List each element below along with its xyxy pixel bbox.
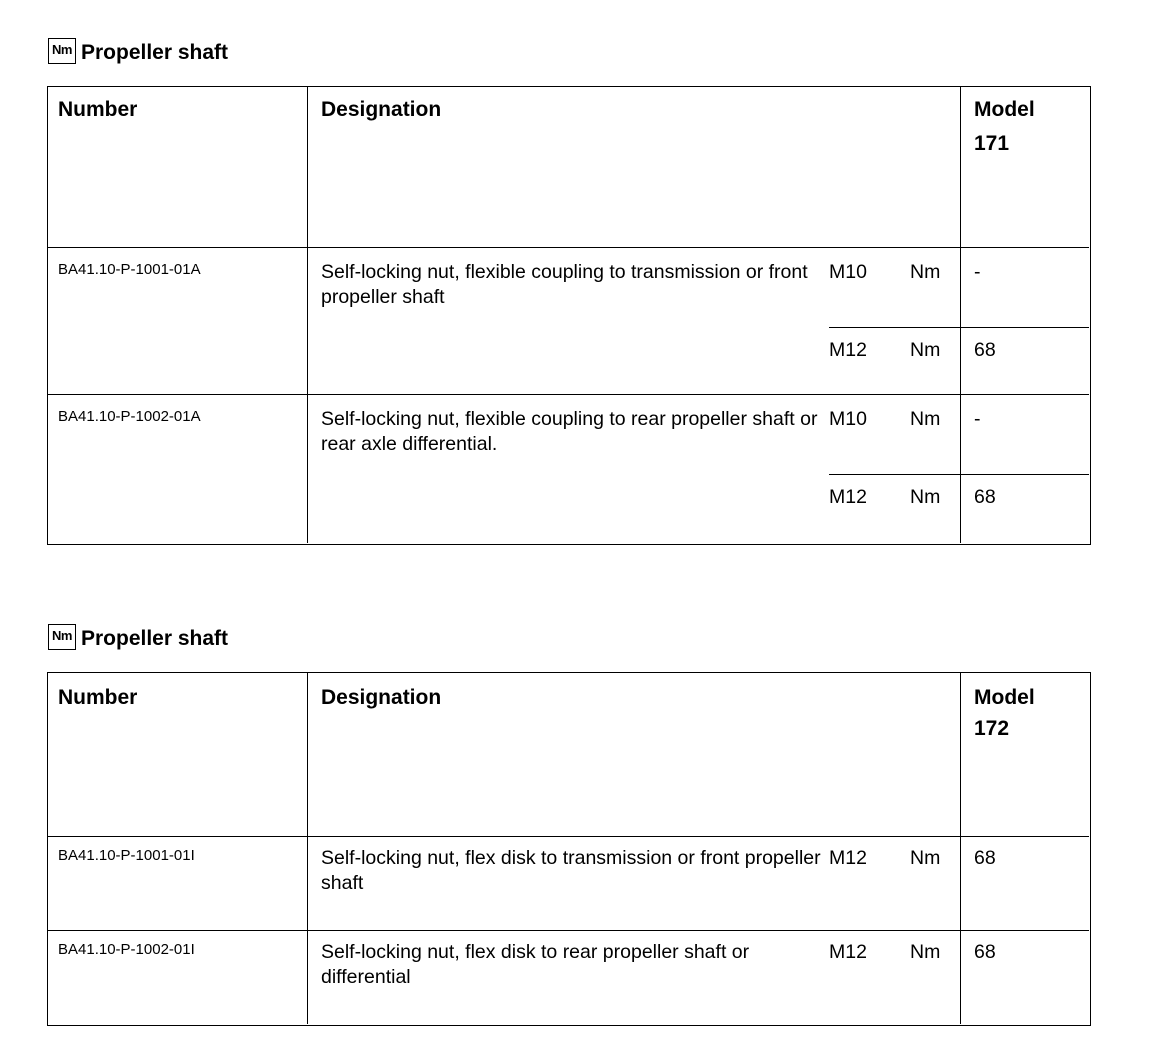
column-divider xyxy=(307,87,308,543)
header-model-value: 171 xyxy=(974,132,1010,155)
row-divider xyxy=(48,394,1089,395)
header-model-label: Model xyxy=(974,98,1035,121)
header-designation: Designation xyxy=(321,686,442,709)
torque-unit: Nm xyxy=(910,408,941,430)
torque-value: 68 xyxy=(974,339,996,361)
row-divider xyxy=(48,930,1089,931)
thread-size: M12 xyxy=(829,339,867,361)
column-divider xyxy=(960,673,961,1024)
row-divider xyxy=(48,836,1089,837)
torque-unit: Nm xyxy=(910,339,941,361)
header-designation: Designation xyxy=(321,98,442,121)
torque-unit: Nm xyxy=(910,847,941,869)
torque-table xyxy=(47,86,1091,545)
row-divider xyxy=(829,474,1089,475)
torque-value: 68 xyxy=(974,941,996,963)
torque-value: - xyxy=(974,408,981,430)
torque-value: 68 xyxy=(974,847,996,869)
part-number: BA41.10-P-1002-01A xyxy=(58,408,201,425)
thread-size: M12 xyxy=(829,847,867,869)
header-model-label: Model xyxy=(974,686,1035,709)
thread-size: M12 xyxy=(829,941,867,963)
torque-table xyxy=(47,672,1091,1026)
torque-value: - xyxy=(974,261,981,283)
torque-unit: Nm xyxy=(910,941,941,963)
part-number: BA41.10-P-1002-01I xyxy=(58,941,195,958)
designation-text: Self-locking nut, flex disk to transmission or front propeller shaft xyxy=(321,847,821,894)
section-title xyxy=(48,624,228,650)
torque-nm-icon: Nm xyxy=(48,624,76,650)
torque-unit: Nm xyxy=(910,261,941,283)
header-number: Number xyxy=(58,686,138,709)
torque-nm-icon: Nm xyxy=(48,38,76,64)
torque-value: 68 xyxy=(974,486,996,508)
row-divider xyxy=(48,247,1089,248)
torque-unit: Nm xyxy=(910,486,941,508)
designation-text: Self-locking nut, flexible coupling to rear propeller shaft or rear axle differential. xyxy=(321,408,818,455)
part-number: BA41.10-P-1001-01A xyxy=(58,261,201,278)
part-number: BA41.10-P-1001-01I xyxy=(58,847,195,864)
thread-size: M10 xyxy=(829,408,867,430)
thread-size: M12 xyxy=(829,486,867,508)
designation-text: Self-locking nut, flex disk to rear propeller shaft or differential xyxy=(321,941,750,988)
designation-text: Self-locking nut, flexible coupling to transmission or front propeller shaft xyxy=(321,261,808,308)
row-divider xyxy=(829,327,1089,328)
section-title-text: Propeller shaft xyxy=(81,627,229,650)
section-title xyxy=(48,38,228,64)
section-title-text: Propeller shaft xyxy=(81,41,229,64)
thread-size: M10 xyxy=(829,261,867,283)
column-divider xyxy=(307,673,308,1024)
header-number: Number xyxy=(58,98,138,121)
header-model-value: 172 xyxy=(974,717,1010,740)
